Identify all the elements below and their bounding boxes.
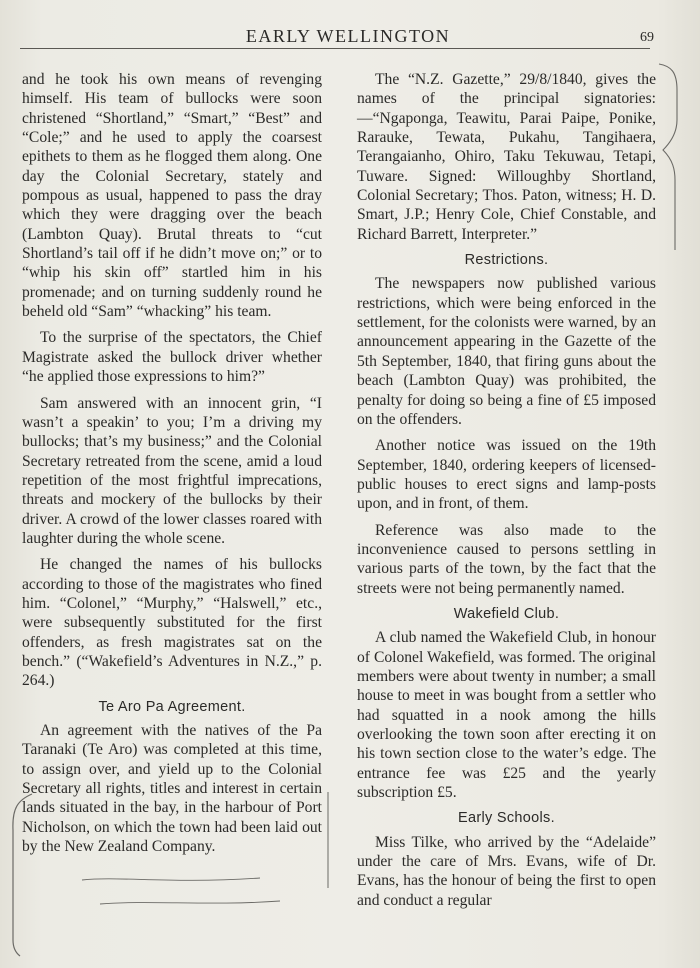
right-column-paragraph: A club named the Wakefield Club, in honour of Colonel Wakefield, was formed. The original members were about twenty in number; a small house to meet in was bought from a settler who had squatted in a nook among the hills overlooking the town soon after erecting it on his town section close to the water’s edge. The entrance fee was £25 and the yearly subscription £5. bbox=[357, 629, 656, 802]
left-column-paragraph: To the surprise of the spectators, the Chief Magistrate asked the bullock driver whether “he applied those expressions to him?” bbox=[22, 329, 322, 386]
right-column-heading: Early Schools. bbox=[458, 810, 555, 827]
left-column-paragraph: He changed the names of his bullocks according to those of the magistrates who fined him. “Colonel,” “Murphy,” “Halswell,” etc., were subsequently substituted for the first offenders, as fresh magistrates sat on the bench.” (“Wakefield’s Adventures in N.Z.,” p. 264.) bbox=[22, 556, 322, 690]
right-column-heading: Restrictions. bbox=[464, 252, 549, 269]
right-column-paragraph: Miss Tilke, who arrived by the “Adelaide” under the care of Mrs. Evans, wife of Dr. Evans, has the honour of being the first to open and conduct a regular bbox=[357, 833, 656, 909]
header-rule bbox=[20, 48, 650, 49]
right-column-heading: Wakefield Club. bbox=[453, 605, 560, 622]
pencil-underline-icon bbox=[80, 870, 330, 910]
right-column-paragraph: Another notice was issued on the 19th September, 1840, ordering keepers of licensed-public houses to erect signs and lamp-posts upon, and in front, of them. bbox=[357, 437, 656, 513]
pencil-bracket-right-icon bbox=[320, 790, 336, 890]
right-column bbox=[357, 70, 656, 917]
left-column-heading: Te Aro Pa Agreement. bbox=[98, 698, 246, 715]
left-column-paragraph: Sam answered with an innocent grin, “I wasn’t a speakin’ to you; I’m a driving my bullocks; that’s my business;” and the Colonial Secretary retreated from the scene, amid a loud repetition of the most frightful imprecations, threats and mockery of the bullocks by their driver. A crowd of the lower classes roared with laughter during the whole scene. bbox=[22, 394, 322, 547]
right-column-paragraph: The “N.Z. Gazette,” 29/8/1840, gives the names of the principal signatories:—“Ngaponga, Teawitu, Parai Paipe, Ponike, Rarauke, Tewata, Pukahu, Tangihaera, Terangaianho, Ohiro, Taku Tekuwau, Tetapi, Tuware. Signed: Willoughby Shortland, Colonial Secretary; Thos. Paton, witness; H. D. Smart, J.P.; Henry Cole, Chief Constable, and Richard Barrett, Interpreter.” bbox=[357, 71, 656, 243]
right-column-paragraph: Reference was also made to the inconvenience caused to persons settling in various parts of the town, by the fact that the streets were not being permanently named. bbox=[357, 521, 656, 597]
page-number: 69 bbox=[640, 30, 654, 45]
left-column-paragraph: and he took his own means of revenging himself. His team of bullocks were soon christened “Shortland,” “Smart,” “Best” and “Cole;” and he used to apply the coarsest epithets to them as he flogged them along. One day the Colonial Secretary, stately and pompous as usual, happened to pass the dray which they were dragging over the beach (Lambton Quay). Brutal threats to “cut Shortland’s tail off if he didn’t move on;” or to “whip his skin off” startled him in his promenade; and on turning suddenly round he beheld old “Sam” “whacking” his team. bbox=[22, 71, 322, 321]
running-title: EARLY WELLINGTON bbox=[245, 26, 451, 46]
left-column bbox=[22, 70, 322, 863]
pencil-bracket-top-right-icon bbox=[655, 60, 685, 270]
right-column-paragraph: The newspapers now published various restrictions, which were being enforced in the settlement, for the colonists were warned, by an announcement appearing in the Gazette of the 5th September, 1840, that firing guns about the beach (Lambton Quay) was prohibited, the penalty for doing so being a fine of £5 imposed on the offenders. bbox=[357, 275, 656, 428]
left-column-paragraph: An agreement with the natives of the Pa Taranaki (Te Aro) was completed at this time, to assign over, and yield up to the Colonial Secretary all rights, titles and interest in certain lands situated in the bay, in the harbour of Port Nicholson, on which the town had been laid out by the New Zealand Company. bbox=[22, 722, 322, 856]
